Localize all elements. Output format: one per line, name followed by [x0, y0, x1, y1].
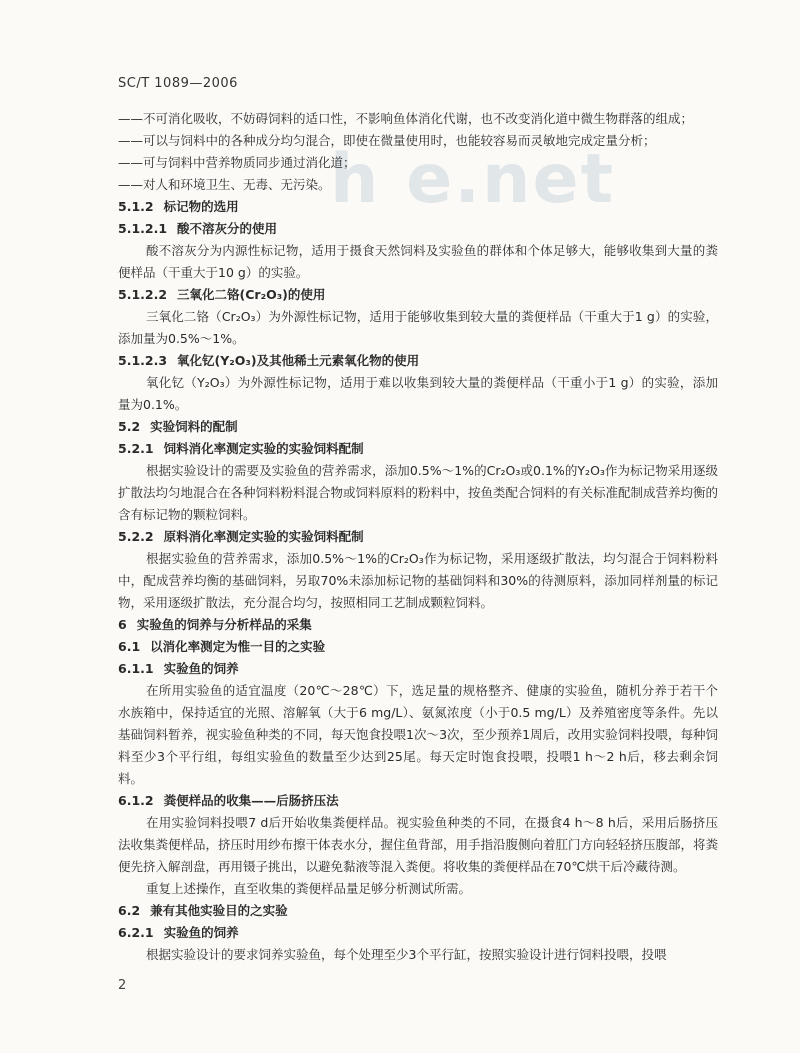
section-number: 6.2	[118, 903, 141, 918]
section-heading	[118, 658, 718, 680]
section-heading	[118, 636, 718, 658]
paragraph: 根据实验鱼的营养需求，添加0.5%～1%的Cr₂O₃作为标记物，采用逐级扩散法，均匀混合于饲料粉料中，配成营养均衡的基础饲料，另取70%未添加标记物的基础饲料和30%的待测原料，添加同样剂量的标记物，采用逐级扩散法，充分混合均匀，按照相同工艺制成颗粒饲料。	[118, 551, 718, 610]
section-title: 以消化率测定为惟一目的之实验	[150, 639, 326, 654]
section-number: 6.1.2	[118, 793, 154, 808]
section-number: 5.1.2	[118, 199, 154, 214]
section-title: 实验鱼的饲养	[163, 661, 239, 676]
section-heading	[118, 284, 718, 306]
paragraph: 在所用实验鱼的适宜温度（20℃～28℃）下，选足量的规格整齐、健康的实验鱼，随机分养于若干个水族箱中，保持适宜的光照、溶解氧（大于6 mg/L）、氨氮浓度（小于0.5 mg/L）及养殖密度等条件。先以基础饲料暂养，视实验鱼种类的不同，每天饱食投喂1次～3次，至少预养1周后，改用实验饲料投喂，每种饲料至少3个平行组，每组实验鱼的数量至少达到25尾。每天定时饱食投喂，投喂1 h～2 h后，移去剩余饲料。	[118, 683, 718, 786]
section-heading	[118, 614, 718, 636]
section-title: 兼有其他实验目的之实验	[150, 903, 288, 918]
paragraph: 根据实验设计的需要及实验鱼的营养需求，添加0.5%～1%的Cr₂O₃或0.1%的Y₂O₃作为标记物采用逐级扩散法均匀地混合在各种饲料粉料混合物或饲料原料的粉料中，按鱼类配合饲料的有关标准配制成营养均衡的含有标记物的颗粒饲料。	[118, 463, 719, 522]
section-heading	[118, 900, 718, 922]
list-item: ——可以与饲料中的各种成分均匀混合，即使在微量使用时，也能较容易而灵敏地完成定量分析；	[118, 133, 656, 148]
section-title: 实验鱼的饲养	[163, 925, 239, 940]
section-title: 粪便样品的收集——后肠挤压法	[163, 793, 339, 808]
section-title: 三氧化二铬(Cr₂O₃)的使用	[177, 287, 326, 302]
section-heading	[118, 416, 718, 438]
section-number: 5.2.1	[118, 441, 154, 456]
section-title: 饲料消化率测定实验的实验饲料配制	[163, 441, 364, 456]
section-heading	[118, 218, 718, 240]
paragraph: 氧化钇（Y₂O₃）为外源性标记物，适用于难以收集到较大量的粪便样品（干重小于1 g）的实验，添加量为0.1%。	[118, 375, 718, 412]
section-heading	[118, 790, 718, 812]
section-title: 酸不溶灰分的使用	[177, 221, 278, 236]
section-title: 标记物的选用	[163, 199, 239, 214]
section-number: 6.1	[118, 639, 141, 654]
section-number: 5.1.2.2	[118, 287, 168, 302]
document-body	[118, 108, 718, 966]
section-number: 5.2	[118, 419, 141, 434]
list-item: ——不可消化吸收，不妨碍饲料的适口性，不影响鱼体消化代谢，也不改变消化道中微生物群落的组成；	[118, 111, 694, 126]
list-item: ——可与饲料中营养物质同步通过消化道；	[118, 155, 356, 170]
section-title: 氧化钇(Y₂O₃)及其他稀土元素氧化物的使用	[177, 353, 420, 368]
section-heading	[118, 350, 718, 372]
section-number: 6.1.1	[118, 661, 154, 676]
watermark: h e.net	[330, 140, 616, 219]
paragraph: 在用实验饲料投喂7 d后开始收集粪便样品。视实验鱼种类的不同，在摄食4 h～8 h后，采用后肠挤压法收集粪便样品，挤压时用纱布擦干体表水分，握住鱼背部，用手指沿腹侧向着肛门方向轻轻挤压腹部，将粪便先挤入解剖盘，再用镊子挑出，以避免黏液等混入粪便。将收集的粪便样品在70℃烘干后冷藏待测。	[118, 815, 719, 874]
section-title: 实验鱼的饲养与分析样品的采集	[136, 617, 312, 632]
section-title: 实验饲料的配制	[150, 419, 238, 434]
paragraph: 三氧化二铬（Cr₂O₃）为外源性标记物，适用于能够收集到较大量的粪便样品（干重大于1 g）的实验，添加量为0.5%～1%。	[118, 309, 718, 346]
section-title: 原料消化率测定实验的实验饲料配制	[163, 529, 364, 544]
section-heading	[118, 526, 718, 548]
section-number: 5.1.2.1	[118, 221, 168, 236]
paragraph: 酸不溶灰分为内源性标记物，适用于摄食天然饲料及实验鱼的群体和个体足够大，能够收集到大量的粪便样品（干重大于10 g）的实验。	[118, 243, 718, 280]
paragraph: 重复上述操作，直至收集的粪便样品量足够分析测试所需。	[146, 881, 472, 896]
paragraph: 根据实验设计的要求饲养实验鱼，每个处理至少3个平行缸，按照实验设计进行饲料投喂，投喂	[146, 947, 667, 962]
page-number: 2	[118, 978, 127, 993]
section-heading	[118, 922, 718, 944]
document-code: SC/T 1089—2006	[118, 76, 238, 91]
section-number: 5.2.2	[118, 529, 154, 544]
section-number: 5.1.2.3	[118, 353, 168, 368]
list-item: ——对人和环境卫生、无毒、无污染。	[118, 177, 331, 192]
section-number: 6	[118, 617, 127, 632]
section-number: 6.2.1	[118, 925, 154, 940]
section-heading	[118, 438, 718, 460]
section-heading	[118, 196, 718, 218]
